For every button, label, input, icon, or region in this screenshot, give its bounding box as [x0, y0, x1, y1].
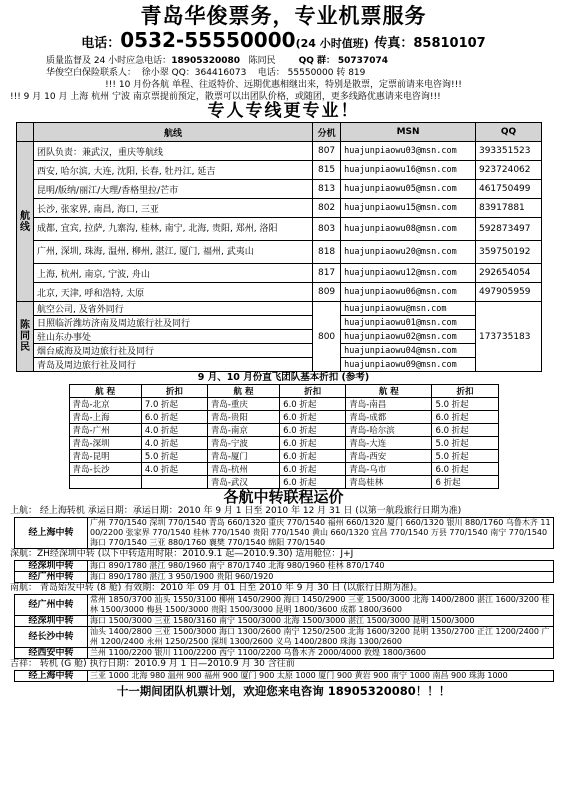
route-cell: 青岛-南昌	[346, 398, 432, 411]
transfer-sections	[10, 506, 557, 682]
group-label-routes: 航线	[17, 142, 34, 302]
route-cell: 驻山东办事处	[34, 330, 313, 344]
ext-cell: 802	[312, 199, 340, 218]
qq-cell: 592873497	[475, 218, 541, 241]
hub-label: 经西安中转	[15, 648, 88, 659]
col-qq: QQ	[475, 123, 541, 142]
table-row	[17, 344, 542, 358]
route-cell: 青岛-北京	[69, 398, 141, 411]
col-route: 航线	[34, 123, 313, 142]
qq-group-number: 50737074	[337, 56, 388, 66]
hub-label: 经长沙中转	[15, 627, 88, 648]
qq-cell: 173735183	[475, 302, 541, 372]
table-row	[17, 161, 542, 180]
discount-title: 9 月、10 月份直飞团队基本折扣 (参考)	[197, 372, 370, 383]
discount-header-row	[69, 385, 498, 398]
route-cell	[69, 476, 141, 489]
route-cell: 青岛-乌市	[346, 463, 432, 476]
table-row	[69, 411, 498, 424]
msn-cell: huajunpiaowu06@msn.com	[341, 283, 476, 302]
msn-cell: huajunpiaowu01@msn.com	[341, 316, 476, 330]
route-cell: 青岛-宁波	[207, 437, 279, 450]
route-cell: 青岛-大连	[346, 437, 432, 450]
insurance-label: 华俊空白保险联系人：	[46, 68, 137, 78]
col-discount: 折扣	[432, 385, 498, 398]
route-cell: 青岛-南京	[207, 424, 279, 437]
ext-cell: 815	[312, 161, 340, 180]
table-row	[17, 218, 542, 241]
table-row	[15, 671, 554, 682]
notice-1: !!! 10 月份各航 单程、往返特价、远期优惠相继出来，特别是散票，定票前请来电咨询!!!	[105, 80, 462, 90]
route-cell: 青岛-成都	[346, 411, 432, 424]
discount-cell: 6.0 折起	[280, 476, 346, 489]
table-row	[17, 142, 542, 161]
route-cell: 团队负责：兼武汉，重庆等航线	[34, 142, 313, 161]
route-cell: 上海, 杭州, 南京, 宁波, 舟山	[34, 264, 313, 283]
airline-header: 吉祥： 转机 (G 舱) 执行日期：2010.9 月 1 日—2010.9 月 30 含往前	[10, 659, 295, 669]
discount-cell: 4.0 折起	[141, 437, 207, 450]
ext-cell: 807	[312, 142, 340, 161]
col-route: 航 程	[69, 385, 141, 398]
route-cell: 青岛-杭州	[207, 463, 279, 476]
ext-cell: 813	[312, 180, 340, 199]
msn-cell: huajunpiaowu12@msn.com	[341, 264, 476, 283]
msn-cell: huajunpiaowu16@msn.com	[341, 161, 476, 180]
msn-cell: huajunpiaowu03@msn.com	[341, 142, 476, 161]
table-row	[69, 476, 498, 489]
table-row	[15, 648, 554, 659]
table-row	[15, 518, 554, 549]
group-label-manager: 陈同民	[17, 302, 34, 372]
discount-cell: 6.0 折起	[432, 424, 498, 437]
qq-cell: 497905959	[475, 283, 541, 302]
route-cell: 烟台威海及周边旅行社及同行	[34, 344, 313, 358]
fare-list: 兰州 1100/2200 银川 1100/2200 西宁 1100/2200 乌鲁木齐 2000/4000 敦煌 1800/3600	[88, 648, 554, 659]
transfer-table	[14, 670, 554, 682]
discount-table	[69, 384, 499, 489]
route-cell: 青岛-广州	[69, 424, 141, 437]
airline-header: 上航： 经上海转机 承运日期：承运日期：2010 年 9 月 1 日至 2010 年 12 月 31 日 (以第一航段旅行日期为准)	[10, 506, 462, 516]
discount-cell: 4.0 折起	[141, 463, 207, 476]
route-cell: 广州, 深圳, 珠海, 温州, 柳州, 湛江, 厦门, 福州, 武夷山	[34, 241, 313, 264]
fax-number: 85810107	[413, 36, 486, 51]
table-row	[15, 595, 554, 616]
table-row	[69, 450, 498, 463]
fare-list: 海口 1500/3000 三亚 1580/3160 南宁 1500/3000 北海 1500/3000 湛江 1500/3000 昆明 1500/3000	[88, 616, 554, 627]
phone-label: 电话：	[81, 36, 121, 51]
ext-cell: 800	[312, 302, 340, 372]
insurance-phone: 55550000 转 819	[287, 68, 366, 78]
route-cell: 青岛-厦门	[207, 450, 279, 463]
fare-list: 海口 890/1780 湛江 3 950/1900 贵阳 960/1920	[88, 572, 554, 583]
quality-phone: 18905320080	[171, 56, 241, 66]
table-row	[17, 316, 542, 330]
route-cell: 昆明/版纳/丽江/大理/香格里拉/芒市	[34, 180, 313, 199]
qq-cell: 292654054	[475, 264, 541, 283]
col-route: 航 程	[346, 385, 432, 398]
msn-cell: huajunpiaowu08@msn.com	[341, 218, 476, 241]
fare-list: 海口 890/1780 湛江 980/1960 南宁 870/1740 北海 980/1960 桂林 870/1740	[88, 561, 554, 572]
route-cell: 青岛-贵阳	[207, 411, 279, 424]
quality-label: 质量监督及 24 小时应急电话：	[46, 56, 172, 66]
table-row	[17, 241, 542, 264]
qq-group-label: QQ 群：	[298, 56, 336, 66]
insurance-phone-label: 电话：	[257, 68, 285, 78]
fare-list: 汕头 1400/2800 三亚 1500/3000 海口 1300/2600 南宁 1250/2500 北海 1600/3200 昆明 1350/2700 正江 1200/2400 广州 1200/2400 永州 1250/2500 深圳 1300/2600 义乌 1400/2800 珠海 1300/2600	[88, 627, 554, 648]
hub-label: 经上海中转	[15, 671, 88, 682]
discount-cell: 6.0 折起	[141, 411, 207, 424]
table-row	[15, 627, 554, 648]
table-row	[17, 264, 542, 283]
hub-label: 经深圳中转	[15, 616, 88, 627]
transfer-table	[14, 560, 554, 583]
col-discount: 折扣	[280, 385, 346, 398]
airline-header: 南航： 青岛始发中转 (8 舱) 有效期：2010 年 09 月 01 日至 2010 年 9 月 30 日 (以旅行日期为准)。	[10, 583, 423, 593]
msn-cell: huajunpiaowu20@msn.com	[341, 241, 476, 264]
qq-cell: 83917881	[475, 199, 541, 218]
msn-cell: huajunpiaowu@msn.com	[341, 302, 476, 316]
route-cell: 青岛-西安	[346, 450, 432, 463]
route-cell: 青岛-重庆	[207, 398, 279, 411]
ticket-flyer	[10, 4, 557, 790]
route-cell: 青岛-长沙	[69, 463, 141, 476]
discount-cell: 6.0 折起	[280, 398, 346, 411]
discount-cell: 5.0 折起	[141, 450, 207, 463]
ext-cell: 818	[312, 241, 340, 264]
discount-cell: 6.0 折起	[280, 463, 346, 476]
fare-list: 广州 770/1540 深圳 770/1540 青岛 660/1320 重庆 770/1540 福州 660/1320 厦门 660/1320 银川 880/1760 乌鲁木齐 1100/2200 张家界 770/1540 桂林 770/1540 贵阳 770/1540 黄山 660/1320 宜昌 770/1540 万县 770/1540 南宁 770/1540 海口 770/1540 三亚 880/1760 襄樊 770/1540 绵阳 770/1540	[88, 518, 554, 549]
route-cell: 青岛-昆明	[69, 450, 141, 463]
discount-cell: 6.0 折起	[280, 424, 346, 437]
discount-cell: 6.0 折起	[432, 411, 498, 424]
discount-cell: 5.0 折起	[432, 437, 498, 450]
table-row	[69, 463, 498, 476]
hub-label: 经广州中转	[15, 572, 88, 583]
fax-label: 传真：	[374, 36, 414, 51]
table-row	[15, 616, 554, 627]
discount-cell: 6.0 折起	[280, 437, 346, 450]
qq-cell: 923724062	[475, 161, 541, 180]
route-cell: 青岛-哈尔滨	[346, 424, 432, 437]
insurance-contact: 徐小翠 QQ：364416073	[141, 68, 247, 78]
qq-cell: 359750192	[475, 241, 541, 264]
col-route: 航 程	[207, 385, 279, 398]
route-cell: 青岛-武汉	[207, 476, 279, 489]
discount-cell: 4.0 折起	[141, 424, 207, 437]
col-discount: 折扣	[141, 385, 207, 398]
table-row	[17, 199, 542, 218]
route-cell: 青岛桂林	[346, 476, 432, 489]
slogan: 专人专线更专业！	[207, 101, 360, 121]
route-cell: 日照临沂潍坊济南及周边旅行社及同行	[34, 316, 313, 330]
contacts-table	[16, 122, 542, 372]
discount-cell: 5.0 折起	[432, 398, 498, 411]
route-cell: 北京, 天津, 呼和浩特, 太原	[34, 283, 313, 302]
footer-notice: 十一期间团队机票计划，欢迎您来电咨询 18905320080！！！	[116, 684, 451, 698]
col-msn: MSN	[341, 123, 476, 142]
quality-contact: 陈同民	[248, 56, 276, 66]
table-row	[69, 398, 498, 411]
msn-cell: huajunpiaowu15@msn.com	[341, 199, 476, 218]
contacts-header-row	[17, 123, 542, 142]
ext-cell: 803	[312, 218, 340, 241]
fare-list: 常州 1850/3700 汕头 1550/3100 柳州 1450/2900 海口 1450/2900 三亚 1500/3000 北海 1400/2800 湛江 1600/3200 桂林 1500/3000 梅县 1500/3000 贵阳 1500/3000 昆明 1800/3600 成都 1800/3600	[88, 595, 554, 616]
discount-cell	[141, 476, 207, 489]
discount-cell: 5.0 折起	[432, 450, 498, 463]
msn-cell: huajunpiaowu05@msn.com	[341, 180, 476, 199]
table-row	[17, 283, 542, 302]
route-cell: 成都, 宜宾, 拉萨, 九寨沟, 桂林, 南宁, 北海, 贵阳, 郑州, 洛阳	[34, 218, 313, 241]
airline-header: 深航：ZH经深圳中转 (以下中转适用时限：2010.9.1 起—2010.9.30) 适用舱位：J+J	[10, 549, 354, 559]
flyer-title: 青岛华俊票务，专业机票服务	[140, 4, 427, 28]
ext-cell: 817	[312, 264, 340, 283]
transfer-table	[14, 517, 554, 549]
ext-cell: 809	[312, 283, 340, 302]
phone-note: (24 小时值班)	[295, 37, 369, 50]
hub-label: 经上海中转	[15, 518, 88, 549]
quality-line	[10, 55, 557, 67]
discount-cell: 6.0 折起	[432, 463, 498, 476]
notice-2: !!! 9 月 10 月 上海 杭州 宁波 南京票提前预定，散票可以出团队价格，或随团，更多线路优惠请来电咨询!!!	[10, 92, 441, 102]
route-cell: 西安, 哈尔滨, 大连, 沈阳, 长春, 牡丹江, 延吉	[34, 161, 313, 180]
table-row	[17, 358, 542, 372]
msn-cell: huajunpiaowu04@msn.com	[341, 344, 476, 358]
hub-label: 经深圳中转	[15, 561, 88, 572]
table-row	[69, 424, 498, 437]
route-cell: 青岛-上海	[69, 411, 141, 424]
qq-cell: 393351523	[475, 142, 541, 161]
col-ext: 分机	[312, 123, 340, 142]
table-row	[17, 302, 542, 316]
discount-cell: 6 折起	[432, 476, 498, 489]
msn-cell: huajunpiaowu02@msn.com	[341, 330, 476, 344]
table-row	[17, 330, 542, 344]
transfer-table	[14, 594, 554, 659]
table-row	[15, 572, 554, 583]
discount-cell: 7.0 折起	[141, 398, 207, 411]
route-cell: 青岛及周边旅行社及同行	[34, 358, 313, 372]
fare-list: 三亚 1000 北海 980 温州 900 福州 900 厦门 900 太原 1000 厦门 900 黄岩 900 南宁 1000 南昌 900 珠海 1000	[88, 671, 554, 682]
route-cell: 航空公司, 及省外同行	[34, 302, 313, 316]
hub-label: 经广州中转	[15, 595, 88, 616]
msn-cell: huajunpiaowu09@msn.com	[341, 358, 476, 372]
discount-cell: 6.0 折起	[280, 450, 346, 463]
qq-cell: 461750499	[475, 180, 541, 199]
phone-line	[10, 29, 557, 55]
insurance-line	[10, 67, 557, 79]
phone-number: 0532-55550000	[120, 28, 296, 52]
table-row	[15, 561, 554, 572]
discount-cell: 6.0 折起	[280, 411, 346, 424]
route-cell: 长沙, 张家界, 南昌, 海口, 三亚	[34, 199, 313, 218]
table-row	[69, 437, 498, 450]
route-cell: 青岛-深圳	[69, 437, 141, 450]
transfer-title: 各航中转联程运价	[223, 488, 344, 506]
table-row	[17, 180, 542, 199]
